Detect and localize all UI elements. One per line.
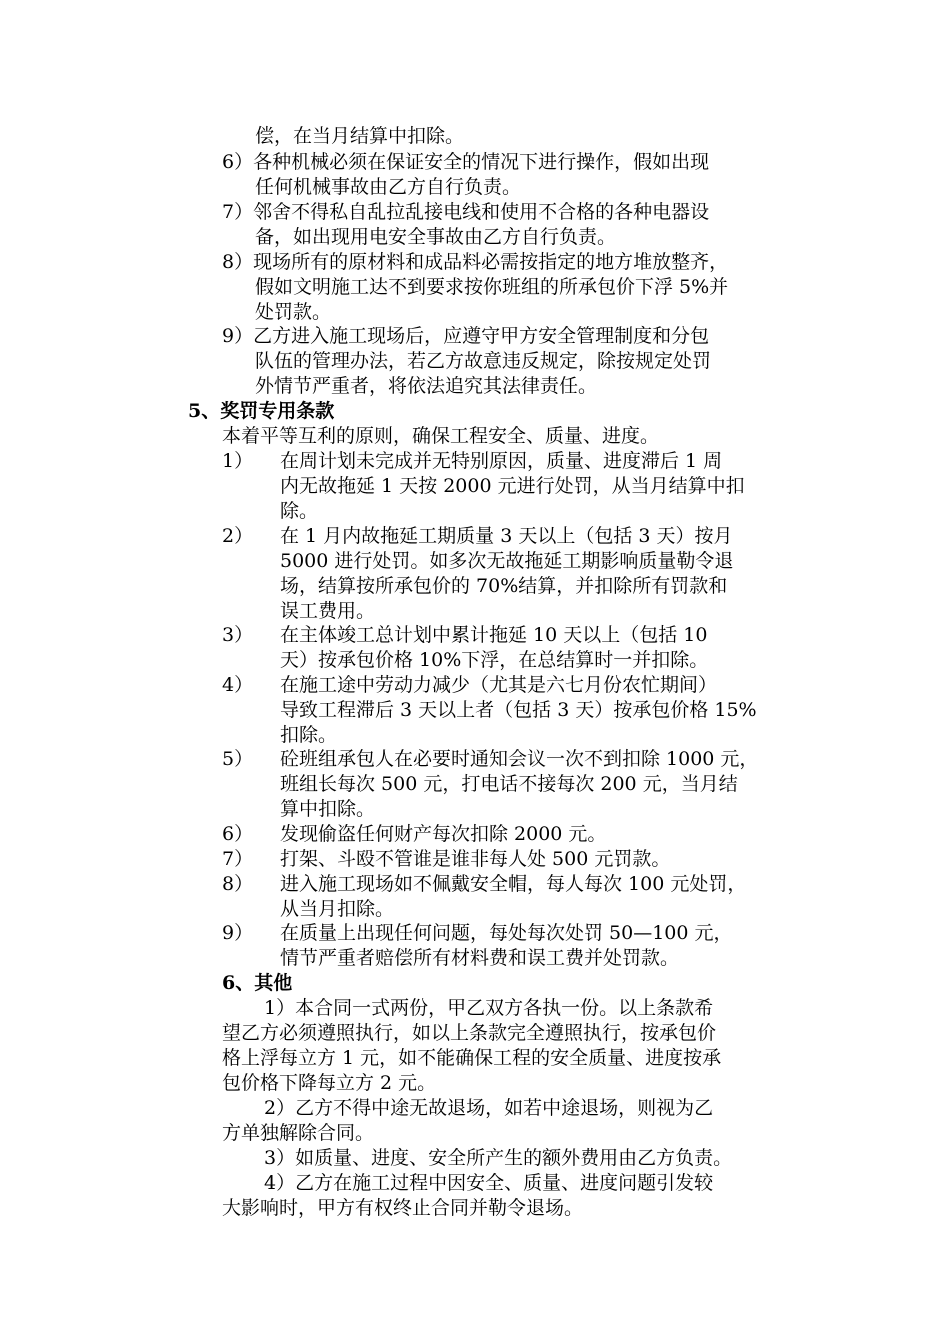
item-6 — [222, 150, 709, 200]
intro-text: 本着平等互利的原则，确保工程安全、质量、进度。 — [222, 425, 660, 447]
text-line: 假如文明施工达不到要求按你班组的所承包价下浮 5%并 — [255, 276, 729, 298]
item-number: 1） — [222, 450, 254, 472]
heading-text: 6、其他 — [222, 972, 293, 994]
text-line: 备，如出现用电安全事故由乙方自行负责。 — [255, 226, 617, 248]
text-line: 打架、斗殴不管谁是谁非每人处 500 元罚款。 — [280, 848, 671, 870]
item-7 — [222, 200, 709, 250]
text-line: 在 1 月内故拖延工期质量 3 天以上（包括 3 天）按月 — [280, 525, 733, 547]
text-line: 处罚款。 — [255, 301, 332, 323]
item-5-tail — [255, 124, 464, 149]
item-8 — [222, 250, 728, 325]
text-line: 算中扣除。 — [280, 798, 376, 820]
s6-para-1 — [222, 996, 721, 1096]
text-line: 1）本合同一式两份，甲乙双方各执一份。以上条款希 — [264, 997, 714, 1019]
s5-item-5 — [222, 747, 758, 822]
text-line: 导致工程滞后 3 天以上者（包括 3 天）按承包价格 15% — [280, 699, 757, 721]
text-line: 任何机械事故由乙方自行负责。 — [255, 176, 522, 198]
text-line: 天）按承包价格 10%下浮，在总结算时一并扣除。 — [280, 649, 709, 671]
text-line: 在主体竣工总计划中累计拖延 10 天以上（包括 10 — [280, 624, 708, 646]
text-line: 包价格下降每立方 2 元。 — [222, 1072, 437, 1094]
text-line: 4）乙方在施工过程中因安全、质量、进度问题引发较 — [264, 1172, 714, 1194]
text-line: 砼班组承包人在必要时通知会议一次不到扣除 1000 元， — [280, 748, 759, 770]
s6-para-4 — [222, 1171, 713, 1221]
text-line: 从当月扣除。 — [280, 898, 395, 920]
text-line: 班组长每次 500 元，打电话不接每次 200 元，当月结 — [280, 773, 738, 795]
text-line: 内无故拖延 1 天按 2000 元进行处罚，从当月结算中扣 — [280, 475, 745, 497]
item-number: 6） — [222, 823, 254, 845]
s5-item-7 — [222, 847, 670, 872]
s6-para-3 — [222, 1146, 732, 1171]
text-line: 除。 — [280, 500, 319, 522]
s6-para-2 — [222, 1096, 713, 1146]
text-line: 队伍的管理办法，若乙方故意违反规定，除按规定处罚 — [255, 350, 712, 372]
heading-text: 5、奖罚专用条款 — [188, 400, 335, 422]
s5-item-9 — [222, 921, 733, 971]
text-line: 5000 进行处罚。如多次无故拖延工期影响质量勒令退 — [280, 550, 734, 572]
section-5-heading — [188, 399, 334, 424]
item-number: 7） — [222, 848, 254, 870]
text-line: 2）乙方不得中途无故退场，如若中途退场，则视为乙 — [264, 1097, 714, 1119]
text-line: 7）邻舍不得私自乱拉乱接电线和使用不合格的各种电器设 — [222, 201, 710, 223]
text-line: 进入施工现场如不佩戴安全帽，每人每次 100 元处罚， — [280, 873, 747, 895]
item-number: 8） — [222, 873, 254, 895]
text-line: 在质量上出现任何问题，每处每次处罚 50—100 元， — [280, 922, 733, 944]
s5-item-4 — [222, 673, 757, 748]
text-line: 望乙方必须遵照执行，如以上条款完全遵照执行，按承包价 — [222, 1022, 717, 1044]
s5-item-3 — [222, 623, 708, 673]
text-line: 大影响时，甲方有权终止合同并勒令退场。 — [222, 1197, 584, 1219]
text-line: 误工费用。 — [280, 600, 376, 622]
section-6-heading — [222, 971, 292, 996]
text-line: 扣除。 — [280, 724, 338, 746]
item-number: 3） — [222, 624, 254, 646]
item-number: 4） — [222, 674, 254, 696]
item-9 — [222, 324, 711, 399]
text-line: 发现偷盗任何财产每次扣除 2000 元。 — [280, 823, 607, 845]
s5-item-6 — [222, 822, 606, 847]
text-line: 情节严重者赔偿所有材料费和误工费并处罚款。 — [280, 947, 680, 969]
text-line: 偿，在当月结算中扣除。 — [255, 125, 465, 147]
text-line: 外情节严重者，将依法追究其法律责任。 — [255, 375, 598, 397]
text-line: 在周计划未完成并无特别原因，质量、进度滞后 1 周 — [280, 450, 723, 472]
s5-item-8 — [222, 872, 746, 922]
text-line: 方单独解除合同。 — [222, 1122, 375, 1144]
item-number: 9） — [222, 922, 254, 944]
text-line: 格上浮每立方 1 元，如不能确保工程的安全质量、进度按承 — [222, 1047, 722, 1069]
text-line: 在施工途中劳动力减少（尤其是六七月份农忙期间） — [280, 674, 718, 696]
text-line: 8）现场所有的原材料和成品料必需按指定的地方堆放整齐， — [222, 251, 729, 273]
text-line: 9）乙方进入施工现场后，应遵守甲方安全管理制度和分包 — [222, 325, 710, 347]
s5-item-2 — [222, 524, 733, 624]
item-number: 5） — [222, 748, 254, 770]
section-5-intro — [222, 424, 659, 449]
text-line: 6）各种机械必须在保证安全的情况下进行操作，假如出现 — [222, 151, 710, 173]
item-number: 2） — [222, 525, 254, 547]
s5-item-1 — [222, 449, 745, 524]
text-line: 场，结算按所承包价的 70%结算，并扣除所有罚款和 — [280, 575, 728, 597]
text-line: 3）如质量、进度、安全所产生的额外费用由乙方负责。 — [264, 1147, 733, 1169]
